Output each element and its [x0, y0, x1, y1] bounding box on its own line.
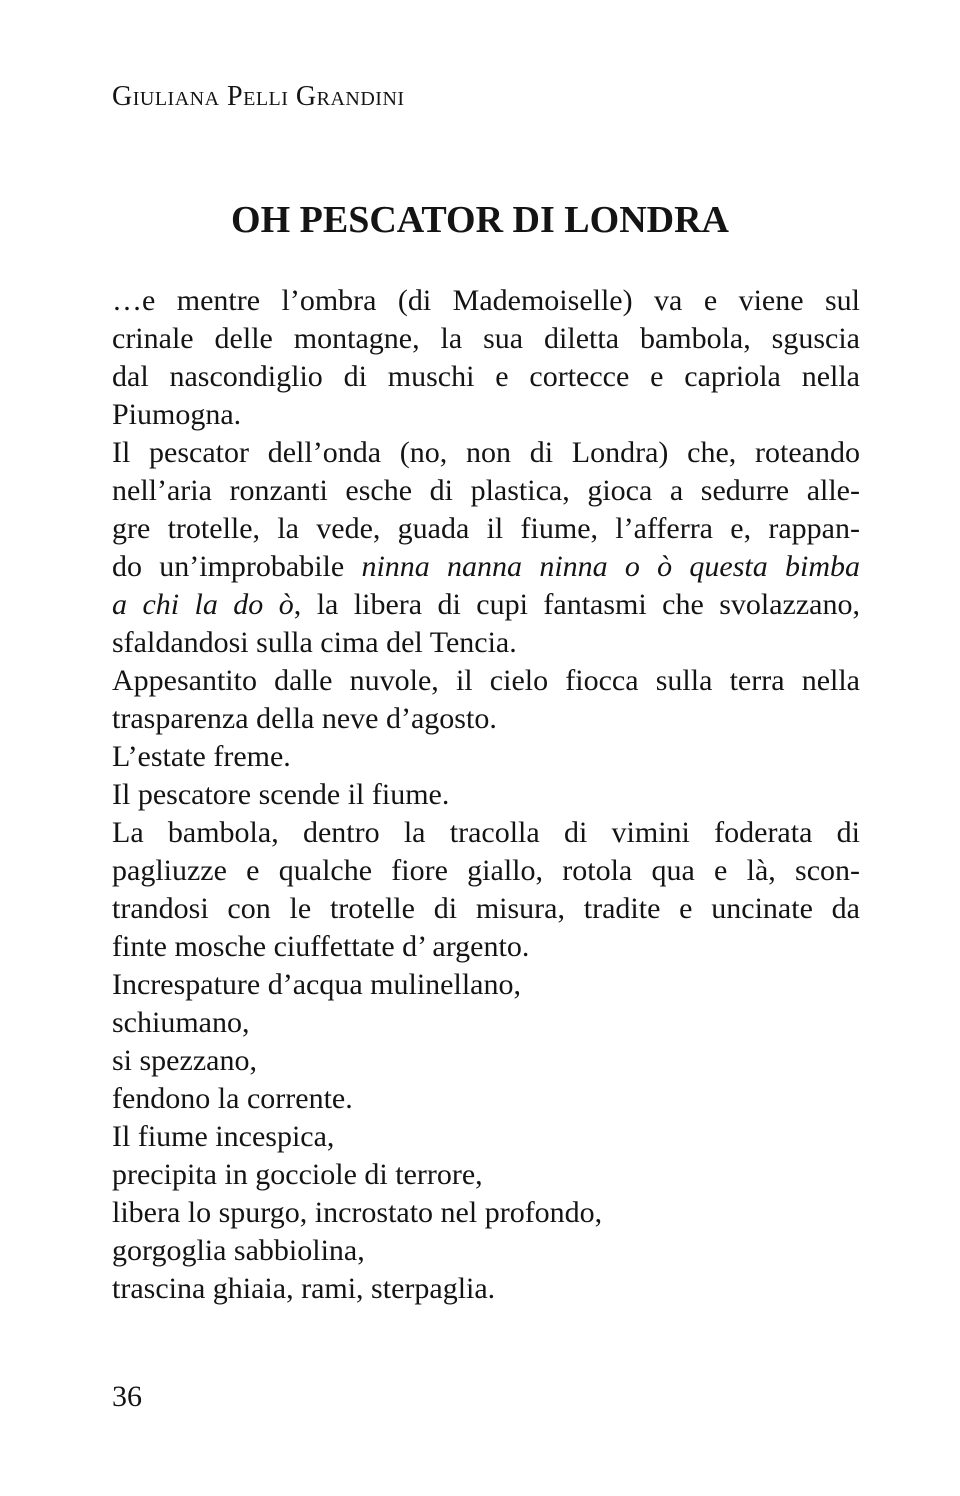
italic-lullaby: ninna nanna ninna o ò questa bimba [361, 550, 860, 583]
body-text [112, 282, 860, 1308]
text-line: sfaldandosi sulla cima del Tencia. [112, 626, 517, 659]
text-line: Appesantito dalle nuvole, il cielo fiocca sulla terra nella [112, 664, 860, 697]
text-line: gre trotelle, la vede, guada il fiume, l’afferra e, rappan- [112, 512, 860, 545]
text-line: Increspature d’acqua mulinellano, [112, 968, 521, 1001]
text-line: crinale delle montagne, la sua diletta bambola, sguscia [112, 322, 860, 355]
text-line: Il fiume incespica, [112, 1120, 335, 1153]
text-line: libera lo spurgo, incrostato nel profondo, [112, 1196, 603, 1229]
text-line: fendono la corrente. [112, 1082, 353, 1115]
text-line: schiumano, [112, 1006, 250, 1039]
text-line: Piumogna. [112, 398, 242, 431]
text-line: gorgoglia sabbiolina, [112, 1234, 365, 1267]
text-line: a chi la do ò, la libera di cupi fantasmi che svolazzano, [112, 588, 860, 621]
text-line: do un’improbabile ninna nanna ninna o ò questa bimba [112, 550, 860, 583]
text-line: precipita in gocciole di terrore, [112, 1158, 483, 1191]
text-line: L’estate freme. [112, 740, 291, 773]
page-number: 36 [112, 1380, 142, 1413]
text-line: pagliuzze e qualche fiore giallo, rotola qua e là, scon- [112, 854, 860, 887]
chapter-title: OH PESCATOR DI LONDRA [231, 199, 729, 241]
text-line: trandosi con le trotelle di misura, tradite e uncinate da [112, 892, 860, 925]
text-line: Il pescatore scende il fiume. [112, 778, 450, 811]
text-line: trasparenza della neve d’agosto. [112, 702, 497, 735]
text-line: finte mosche ciuffettate d’ argento. [112, 930, 530, 963]
text-line: trascina ghiaia, rami, sterpaglia. [112, 1272, 496, 1305]
text-line: si spezzano, [112, 1044, 257, 1077]
text-line: nell’aria ronzanti esche di plastica, gioca a sedurre alle- [112, 474, 860, 507]
text-line: …e mentre l’ombra (di Mademoiselle) va e viene sul [112, 284, 860, 317]
italic-lullaby: a chi la do ò [112, 588, 294, 621]
text-line: dal nascondiglio di muschi e cortecce e capriola nella [112, 360, 860, 393]
text-line: La bambola, dentro la tracolla di vimini foderata di [112, 816, 860, 849]
text-line: Il pescator dell’onda (no, non di Londra) che, roteando [112, 436, 860, 469]
running-header-author: Giuliana Pelli Grandini [112, 81, 405, 112]
